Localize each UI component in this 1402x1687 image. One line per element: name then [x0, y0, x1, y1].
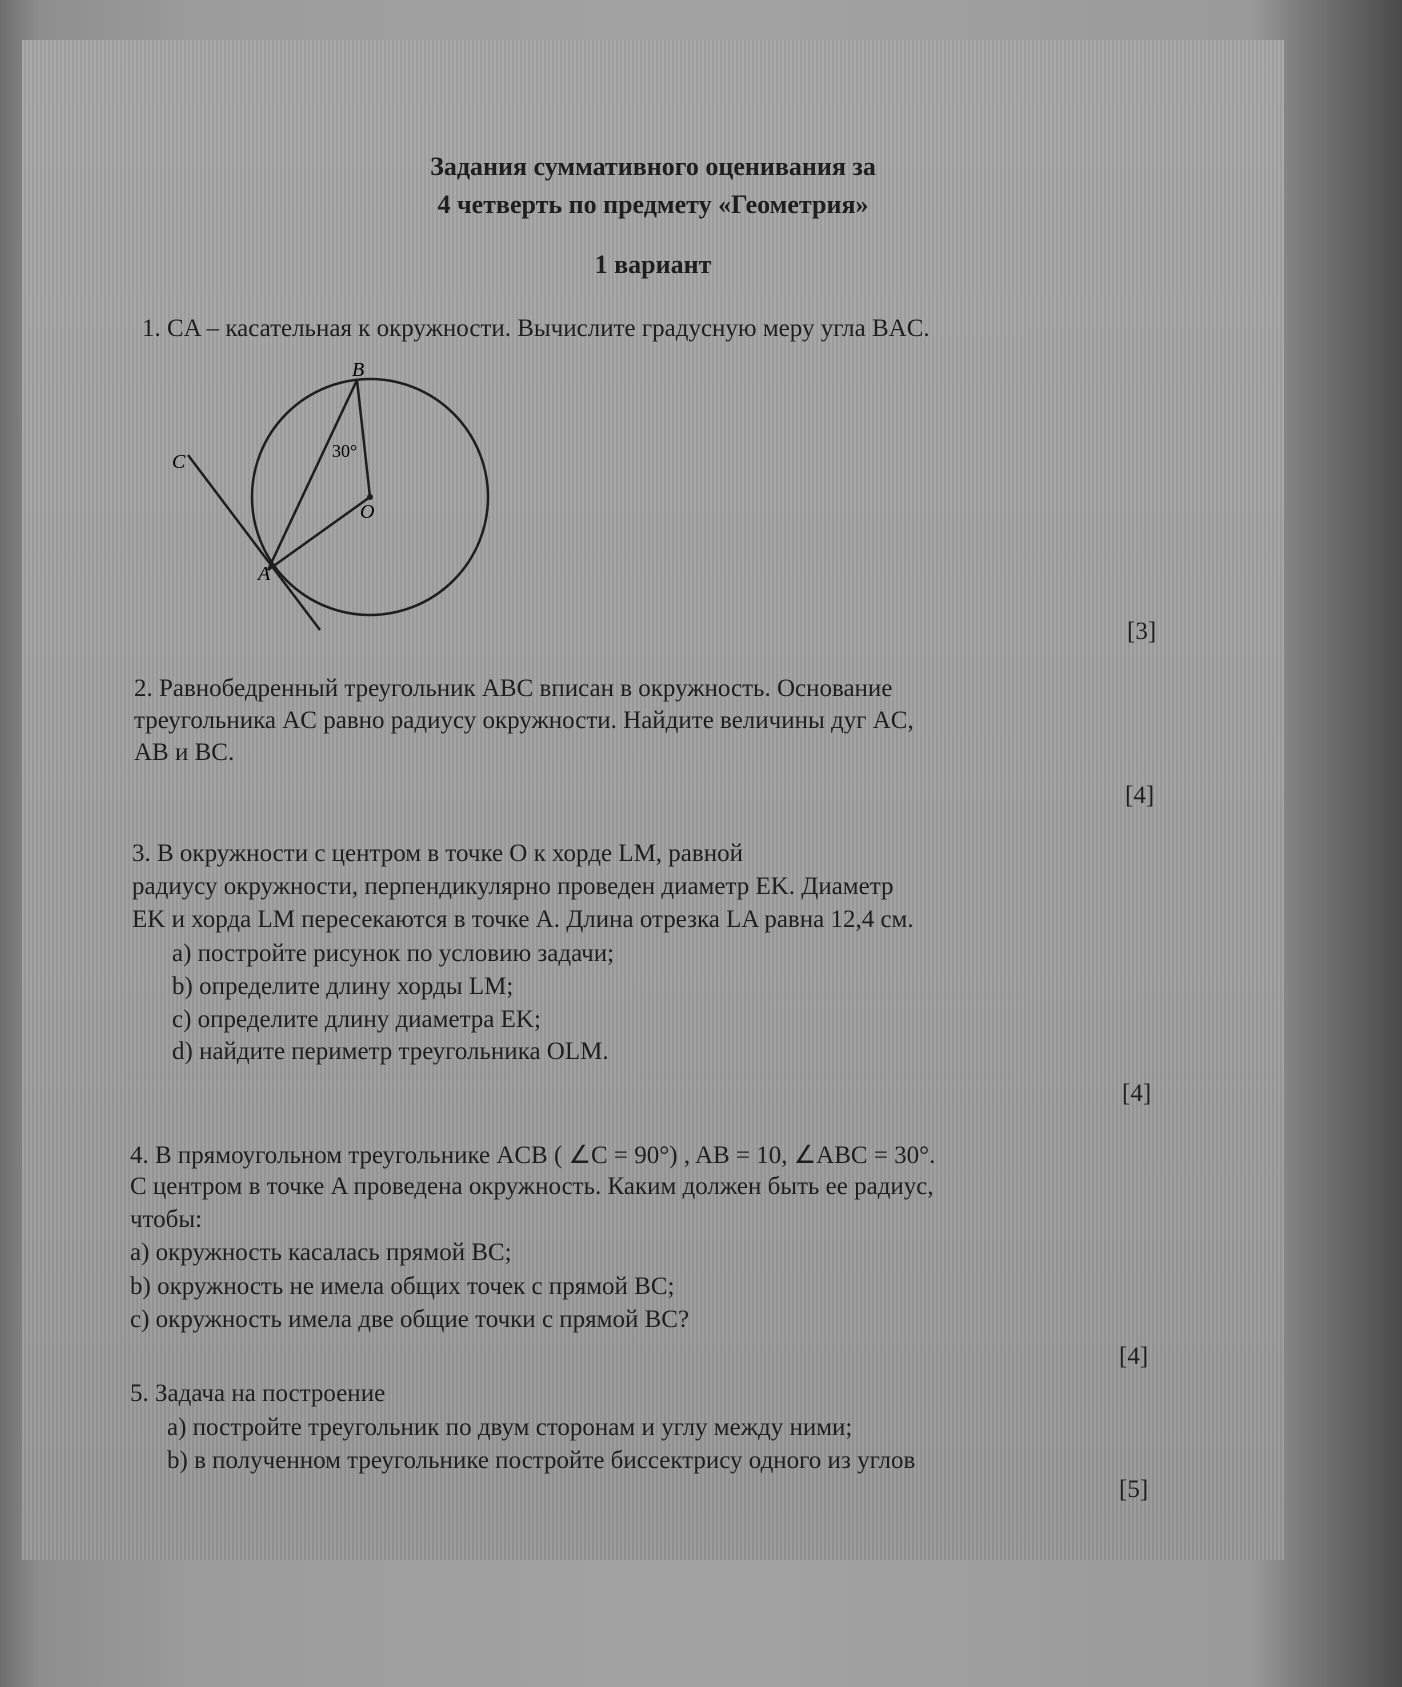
task-4-line-2: С центром в точке A проведена окружность. Каким должен быть ее радиус, [130, 1173, 934, 1200]
task-4-line-6: c) окружность имела две общие точки с прямой BC? [130, 1306, 690, 1333]
label-c: C [172, 451, 186, 473]
title-line-1: Задания суммативного оценивания за [430, 152, 876, 181]
variant-label: 1 вариант [594, 250, 712, 279]
radius-ob [357, 380, 370, 497]
label-o: O [360, 501, 375, 523]
document-page [22, 40, 1284, 1560]
label-a: A [258, 563, 271, 585]
task-1-score: [3] [1127, 618, 1157, 645]
task-4-line-3: чтобы: [130, 1206, 203, 1233]
task-3-line-3: EK и хорда LM пересекаются в точке A. Длина отрезка LA равна 12,4 см. [132, 906, 914, 933]
task-4-line-4: a) окружность касалась прямой BC; [130, 1239, 512, 1266]
task-5-item-a: a) постройте треугольник по двум сторонам и углу между ними; [167, 1414, 853, 1441]
task-2-score: [4] [1125, 782, 1155, 809]
task-5-score: [5] [1119, 1476, 1149, 1503]
task-5-line-1: 5. Задача на построение [130, 1380, 386, 1407]
radius-oa [268, 497, 370, 570]
task-2-line-3: AB и BC. [134, 739, 235, 766]
task-5-item-b: b) в полученном треугольнике постройте биссектрису одного из углов [167, 1447, 916, 1474]
task-4-line-1: 4. В прямоугольном треугольнике ACB ( ∠C = 90°) , AB = 10, ∠ABC = 30°. [130, 1142, 936, 1169]
label-angle: 30° [332, 441, 358, 461]
task-4-line-5: b) окружность не имела общих точек с прямой BC; [130, 1273, 675, 1300]
title-line-2: 4 четверть по предмету «Геометрия» [437, 190, 869, 219]
task-2-line-2: треугольника AC равно радиусу окружности. Найдите величины дуг AC, [134, 707, 914, 734]
task-4-score: [4] [1119, 1343, 1149, 1370]
task-1-text: 1. CA – касательная к окружности. Вычислите градусную меру угла BAC. [142, 315, 930, 342]
center-point [367, 494, 373, 500]
task-3-score: [4] [1122, 1080, 1152, 1107]
label-b: B [352, 359, 365, 381]
task-3-item-b: b) определите длину хорды LM; [172, 973, 514, 1000]
chord-ab [268, 380, 357, 570]
task-3-item-d: d) найдите периметр треугольника OLM. [172, 1038, 609, 1065]
task-3-line-1: 3. В окружности с центром в точке O к хорде LM, равной [132, 840, 743, 867]
task-3-line-2: радиусу окружности, перпендикулярно проведен диаметр EK. Диаметр [132, 873, 894, 900]
task-3-item-c: c) определите длину диаметра EK; [172, 1006, 541, 1033]
task-3-item-a: a) постройте рисунок по условию задачи; [172, 940, 615, 967]
task-2-line-1: 2. Равнобедренный треугольник ABC вписан в окружность. Основание [134, 675, 893, 702]
